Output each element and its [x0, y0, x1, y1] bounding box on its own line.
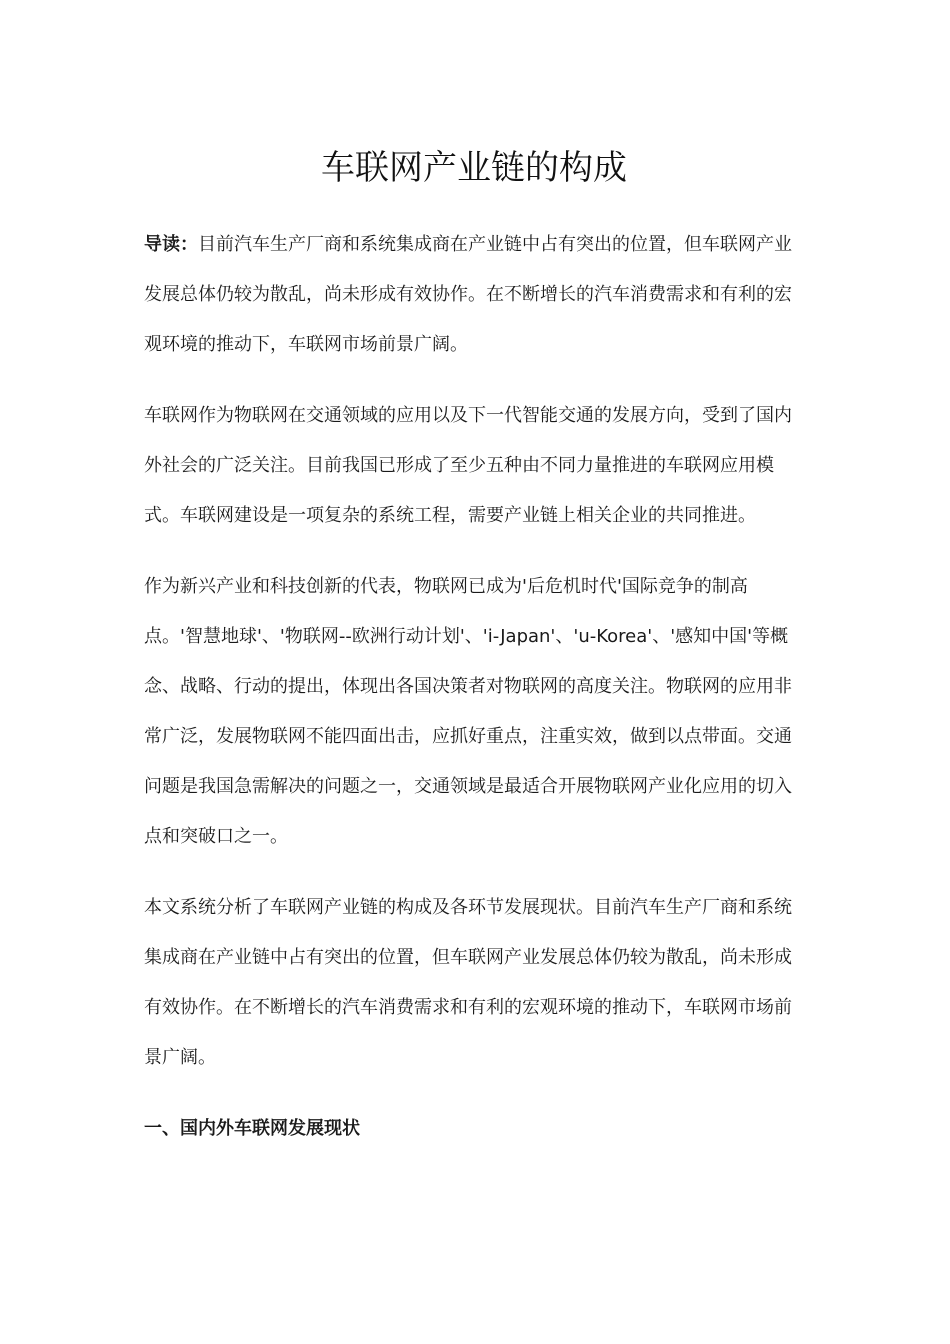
body-paragraph-1: 车联网作为物联网在交通领域的应用以及下一代智能交通的发展方向，受到了国内外社会的广泛关注。目前我国已形成了至少五种由不同力量推进的车联网应用模式。车联网建设是一项复杂的系统工程，需要产业链上相关企业的共同推进。: [144, 405, 792, 526]
section-heading: 一、国内外车联网发展现状: [144, 1118, 360, 1139]
body-paragraph-3: 本文系统分析了车联网产业链的构成及各环节发展现状。目前汽车生产厂商和系统集成商在产业链中占有突出的位置，但车联网产业发展总体仍较为散乱，尚未形成有效协作。在不断增长的汽车消费需求和有利的宏观环境的推动下，车联网市场前景广阔。: [144, 897, 792, 1068]
body-paragraph-2: 作为新兴产业和科技创新的代表，物联网已成为'后危机时代'国际竞争的制高点。'智慧地球'、'物联网--欧洲行动计划'、'i-Japan'、'u-Korea'、'感知中国'等概念、战略、行动的提出，体现出各国决策者对物联网的高度关注。物联网的应用非常广泛，发展物联网不能四面出击，应抓好重点，注重实效，做到以点带面。交通问题是我国急需解决的问题之一，交通领域是最适合开展物联网产业化应用的切入点和突破口之一。: [144, 576, 792, 847]
document-title: 车联网产业链的构成: [321, 148, 627, 188]
document-page: [144, 0, 804, 1154]
lead-text: 目前汽车生产厂商和系统集成商在产业链中占有突出的位置，但车联网产业发展总体仍较为散乱，尚未形成有效协作。在不断增长的汽车消费需求和有利的宏观环境的推动下，车联网市场前景广阔。: [144, 234, 792, 355]
lead-label: 导读：: [144, 234, 198, 255]
lead-paragraph: [144, 220, 804, 370]
